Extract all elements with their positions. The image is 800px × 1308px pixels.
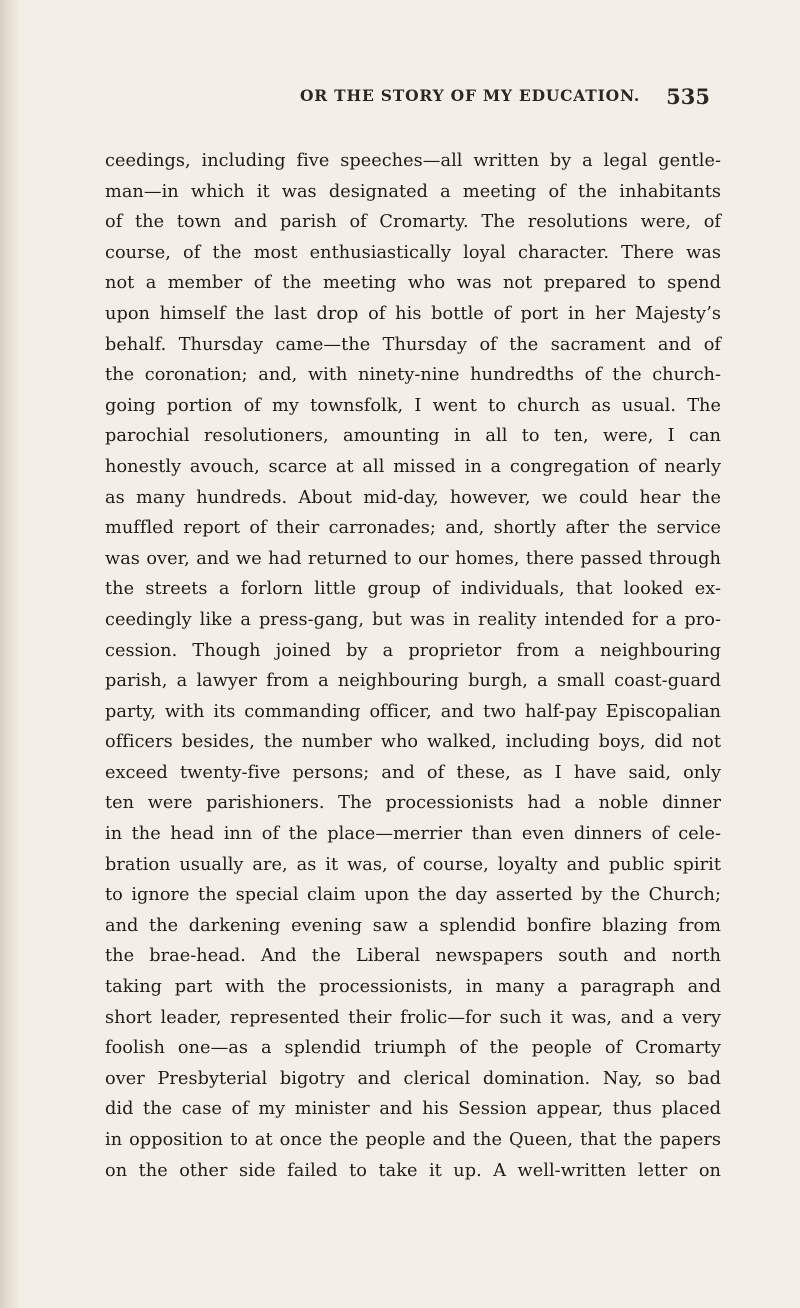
text-line: going portion of my townsfolk, I went to church as usual. The	[105, 395, 721, 416]
text-line: ceedings, including five speeches—all written by a legal gentle-	[105, 151, 721, 171]
text-line: over Presbyterial bigotry and clerical domination. Nay, so bad	[105, 1068, 721, 1089]
text-line: the streets a forlorn little group of individuals, that looked ex-	[105, 579, 721, 600]
text-line: and the darkening evening saw a splendid bonfire blazing from	[105, 915, 721, 936]
text-line: ceedingly like a press-gang, but was in reality intended for a pro-	[105, 609, 721, 630]
text-line: as many hundreds. About mid-day, however, we could hear the	[105, 487, 721, 508]
text-line: on the other side failed to take it up. A well-written letter on	[105, 1160, 721, 1181]
text-line: ten were parishioners. The processionists had a noble dinner	[105, 793, 721, 814]
body-text	[105, 146, 721, 1186]
text-line: behalf. Thursday came—the Thursday of the sacrament and of	[105, 334, 721, 355]
text-line: parish, a lawyer from a neighbouring burgh, a small coast-guard	[105, 671, 721, 692]
text-line: parochial resolutioners, amounting in all to ten, were, I can	[105, 426, 721, 447]
text-line: short leader, represented their frolic—for such it was, and a very	[105, 1007, 721, 1028]
text-line: the coronation; and, with ninety-nine hundredths of the church-	[105, 365, 721, 386]
page-gutter-shadow	[0, 0, 22, 1308]
text-line: man—in which it was designated a meeting of the inhabitants	[105, 181, 721, 202]
text-line: taking part with the processionists, in many a paragraph and	[105, 977, 721, 998]
text-line: cession. Though joined by a proprietor from a neighbouring	[105, 640, 721, 661]
text-line: course, of the most enthusiastically loyal character. There was	[105, 242, 721, 263]
page-header	[300, 86, 710, 116]
text-line: of the town and parish of Cromarty. The resolutions were, of	[105, 212, 721, 233]
text-line: bration usually are, as it was, of course, loyalty and public spirit	[105, 854, 721, 875]
text-line: party, with its commanding officer, and two half-pay Episcopalian	[105, 701, 721, 722]
text-line: to ignore the special claim upon the day asserted by the Church;	[105, 885, 721, 906]
text-line: did the case of my minister and his Session appear, thus placed	[105, 1099, 721, 1120]
page-number: 535	[666, 84, 710, 109]
running-head: OR THE STORY OF MY EDUCATION.	[300, 86, 641, 105]
text-line: in opposition to at once the people and the Queen, that the papers	[105, 1130, 721, 1150]
text-line: was over, and we had returned to our homes, there passed through	[105, 548, 721, 569]
text-line: officers besides, the number who walked, including boys, did not	[105, 732, 721, 753]
text-line: muffled report of their carronades; and, shortly after the service	[105, 518, 721, 539]
text-line: foolish one—as a splendid triumph of the people of Cromarty	[105, 1038, 721, 1059]
text-line: the brae-head. And the Liberal newspapers south and north	[105, 946, 721, 967]
text-line: in the head inn of the place—merrier than even dinners of cele-	[105, 824, 721, 845]
text-line: exceed twenty-five persons; and of these, as I have said, only	[105, 762, 721, 783]
text-line: not a member of the meeting who was not prepared to spend	[105, 273, 721, 294]
text-line: upon himself the last drop of his bottle of port in her Majesty’s	[105, 303, 721, 324]
text-line: honestly avouch, scarce at all missed in a congregation of nearly	[105, 456, 721, 477]
